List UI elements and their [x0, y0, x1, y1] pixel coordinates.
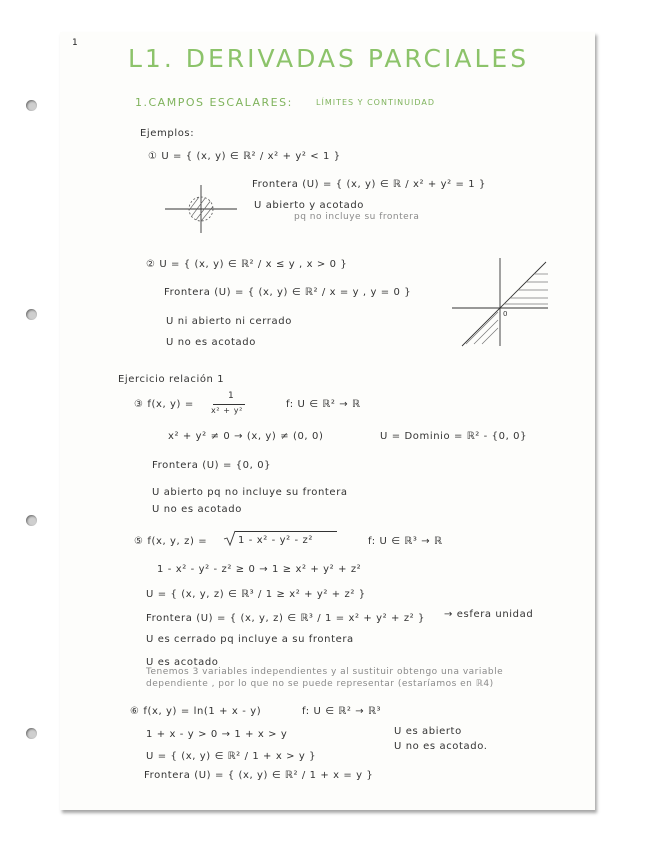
notebook-page [60, 32, 595, 810]
exercise-label: Ejercicio relación 1 [118, 374, 225, 385]
example5-radicand: 1 - x² - y² - z² [238, 535, 313, 546]
example5-func: ⑤ f(x, y, z) = [134, 536, 208, 547]
example1-frontier: Frontera (U) = { (x, y) ∈ ℝ / x² + y² = 1 } [252, 179, 487, 190]
example5-closed: U es cerrado pq incluye a su frontera [146, 634, 354, 645]
example5-sphere: → esfera unidad [444, 609, 534, 620]
radical-bar [235, 531, 337, 532]
example1-note: pq no incluye su frontera [294, 212, 420, 222]
example1-open: U abierto y acotado [254, 200, 364, 211]
graph-origin-label: 0 [503, 310, 508, 318]
example5-bounded: U es acotado [146, 657, 219, 668]
example5-mapping: f: U ∈ ℝ³ → ℝ [368, 536, 443, 547]
example6-set: U = { (x, y) ∈ ℝ² / 1 + x > y } [146, 751, 317, 762]
example3-frontier: Frontera (U) = {0, 0} [152, 460, 272, 471]
example6-frontier: Frontera (U) = { (x, y) ∈ ℝ² / 1 + x = y } [144, 770, 374, 781]
binder-hole [26, 309, 37, 320]
example3-numerator: 1 [228, 391, 235, 401]
example3-open: U abierto pq no incluye su frontera [152, 487, 348, 498]
example2-neither: U ni abierto ni cerrado [166, 316, 292, 327]
example2-set: ② U = { (x, y) ∈ ℝ² / x ≤ y , x > 0 } [146, 259, 348, 270]
page-title: L1. DERIVADAS PARCIALES [128, 44, 530, 73]
example5-note-line2: dependiente , por lo que no se puede representar (estaríamos en ℝ4) [146, 679, 494, 689]
example2-unbounded: U no es acotado [166, 337, 256, 348]
example5-condition: 1 - x² - y² - z² ≥ 0 → 1 ≥ x² + y² + z² [157, 564, 362, 575]
example3-denominator: x² + y² [211, 406, 243, 415]
example6-mapping: f: U ∈ ℝ² → ℝ³ [302, 706, 382, 717]
example5-frontier: Frontera (U) = { (x, y, z) ∈ ℝ³ / 1 = x² + y² + z² } [146, 613, 426, 624]
half-plane-graph [452, 258, 548, 346]
section-subheading: LÍMITES Y CONTINUIDAD [316, 98, 436, 107]
section-heading: 1.CAMPOS ESCALARES: [135, 96, 293, 109]
example3-domain: U = Dominio = ℝ² - {0, 0} [380, 431, 528, 442]
example5-note-line1: Tenemos 3 variables independientes y al sustituir obtengo una variable [146, 667, 504, 677]
example6-unbounded: U no es acotado. [394, 741, 488, 752]
examples-label: Ejemplos: [140, 128, 195, 139]
example3-func: ③ f(x, y) = [134, 399, 194, 410]
example1-set: ① U = { (x, y) ∈ ℝ² / x² + y² < 1 } [148, 151, 341, 162]
unit-disc-graph [165, 185, 237, 233]
example2-frontier: Frontera (U) = { (x, y) ∈ ℝ² / x = y , y = 0 } [164, 287, 412, 298]
example3-condition: x² + y² ≠ 0 → (x, y) ≠ (0, 0) [168, 431, 324, 442]
example5-set: U = { (x, y, z) ∈ ℝ³ / 1 ≥ x² + y² + z² } [146, 589, 366, 600]
example6-open: U es abierto [394, 726, 462, 737]
page-number: 1 [72, 38, 78, 48]
example3-unbounded: U no es acotado [152, 504, 242, 515]
square-root-sign [224, 530, 236, 546]
binder-hole [26, 100, 37, 111]
example3-mapping: f: U ∈ ℝ² → ℝ [286, 399, 361, 410]
binder-hole [26, 515, 37, 526]
example6-condition: 1 + x - y > 0 → 1 + x > y [146, 729, 288, 740]
binder-hole [26, 728, 37, 739]
example6-func: ⑥ f(x, y) = ln(1 + x - y) [130, 706, 262, 717]
fraction-bar [213, 404, 245, 405]
